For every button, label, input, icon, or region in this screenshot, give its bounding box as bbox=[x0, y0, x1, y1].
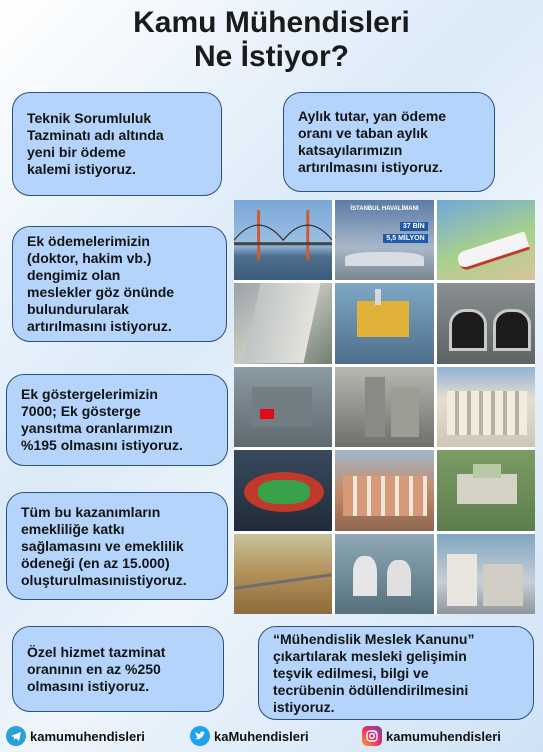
instagram-handle: kamumuhendisleri bbox=[386, 728, 501, 744]
demand-bubble-4 bbox=[6, 374, 228, 466]
photo-courthouse bbox=[437, 367, 535, 447]
title-line-2: Ne İstiyor? bbox=[193, 40, 350, 73]
twitter-link[interactable] bbox=[190, 726, 309, 746]
telegram-handle: kamumuhendisleri bbox=[30, 728, 145, 744]
instagram-icon bbox=[362, 726, 382, 746]
instagram-link[interactable] bbox=[362, 726, 501, 746]
twitter-handle: kaMuhendisleri bbox=[214, 728, 309, 744]
photo-city-buildings bbox=[437, 534, 535, 614]
demand-text-6: Özel hizmet tazminat oranının en az %250 olmasını istiyoruz. bbox=[27, 643, 166, 694]
photo-tunnel bbox=[437, 283, 535, 363]
demand-bubble-1 bbox=[12, 92, 222, 196]
photo-farmland bbox=[234, 534, 332, 614]
photo-train bbox=[437, 200, 535, 280]
photo-military-vessel bbox=[234, 367, 332, 447]
demand-bubble-5 bbox=[6, 492, 228, 600]
demand-text-5: Tüm bu kazanımların emekliliğe katkı sağlamasını ve emeklilik ödeneği (en az 15.000) oluşturulmasınıistiyoruz. bbox=[21, 503, 187, 588]
demand-bubble-7 bbox=[258, 626, 534, 720]
bridge-icon bbox=[234, 200, 332, 280]
title-line-1: Kamu Mühendisleri bbox=[133, 6, 410, 39]
demand-text-4: Ek göstergelerimizin 7000; Ek gösterge yansıtma oranlarımızın %195 olmasını istiyoruz. bbox=[21, 386, 183, 453]
flag-icon bbox=[260, 409, 274, 419]
photo-campus bbox=[437, 450, 535, 530]
demand-bubble-3 bbox=[12, 226, 227, 342]
airport-title: İSTANBUL HAVALİMANI bbox=[350, 206, 419, 212]
page-title bbox=[0, 6, 543, 74]
photo-collage bbox=[234, 200, 535, 614]
telegram-icon bbox=[6, 726, 26, 746]
photo-offshore-platform bbox=[335, 283, 433, 363]
photo-dam bbox=[234, 283, 332, 363]
demand-text-1: Teknik Sorumluluk Tazminatı adı altında yeni bir ödeme kalemi istiyoruz. bbox=[27, 110, 164, 177]
social-footer bbox=[0, 724, 543, 752]
demand-text-3: Ek ödemelerimizin (doktor, hakim vb.) dengimiz olan meslekler göz önünde bulundurularak artırılmasını istiyoruz. bbox=[27, 233, 175, 334]
demand-bubble-2 bbox=[283, 92, 495, 192]
photo-bridge bbox=[234, 200, 332, 280]
twitter-icon bbox=[190, 726, 210, 746]
demand-bubble-6 bbox=[12, 626, 224, 712]
telegram-link[interactable] bbox=[6, 726, 145, 746]
demand-text-2: Aylık tutar, yan ödeme oranı ve taban aylık katsayılarımızın artırılmasını istiyoruz. bbox=[298, 108, 447, 175]
photo-stadium bbox=[234, 450, 332, 530]
airport-stat-2: 5,5 MİLYON bbox=[383, 234, 427, 243]
photo-airport bbox=[335, 200, 433, 280]
photo-nuclear-plant bbox=[335, 534, 433, 614]
photo-power-plant bbox=[335, 367, 433, 447]
airport-stat-1: 37 BİN bbox=[400, 222, 428, 231]
demand-text-7: “Mühendislik Meslek Kanunu” çıkartılarak mesleki gelişimin teşvik edilmesi, bilgi ve tecrübenin ödüllendirilmesini istiyoruz. bbox=[273, 630, 475, 715]
photo-hospital bbox=[335, 450, 433, 530]
